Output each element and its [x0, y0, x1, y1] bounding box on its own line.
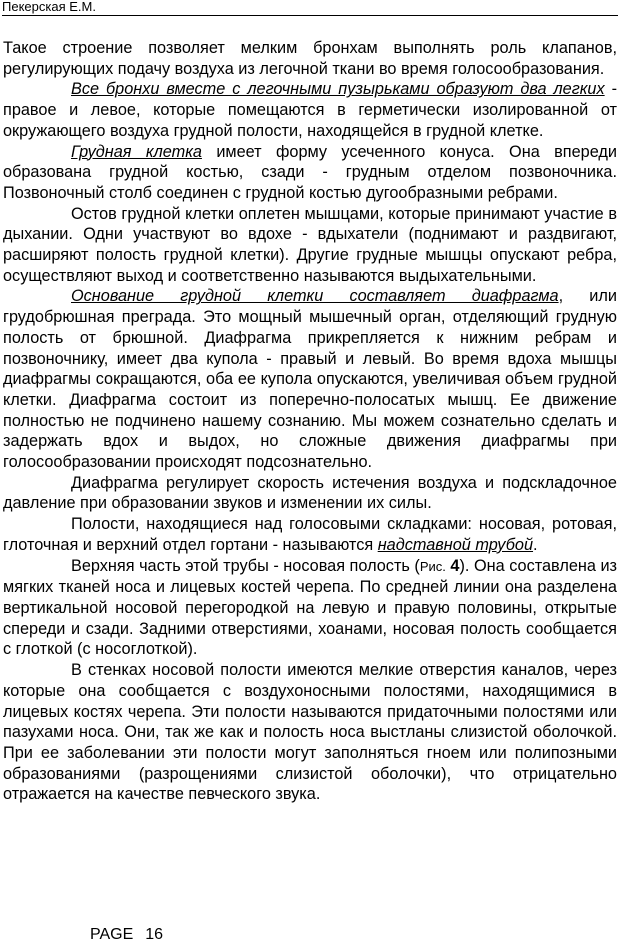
paragraph-5-text: , или грудобрюшная преграда. Это мощный мышечный орган, отделяющий грудную полость от брюшной. Диафрагма прикрепляется к нижним ребрам и позвоночнику, имеет два купола - правый и левый. Во время вдоха мышцы диафрагмы сокращаются, оба ее купола опускаются, увеличивая объем грудной клетки. Диафрагма состоит из поперечно-полосатых мышц. Ее движение полностью не подчинено нашему сознанию. Мы можем сознательно сделать и задержать вдох и выдох, но сложные движения диафрагмы при голосообразовании происходят подсознательно. [3, 287, 617, 472]
paragraph-3 [3, 142, 617, 204]
paragraph-8-rest: ). Она составлена из мягких тканей носа и лицевых костей черепа. По средней линии она разделена вертикальной носовой перегородкой на левую и правую половины, открытые спереди и сзади. Задними отверстиями, хоанами, носовая полость сообщается с глоткой (с носоглоткой). [3, 556, 617, 659]
header-rule [2, 15, 618, 16]
page-footer [90, 926, 163, 944]
paragraph-7-end: . [533, 535, 538, 554]
paragraph-8-text: Верхняя часть этой трубы - носовая полость ( [71, 556, 420, 575]
figure-ref-number: 4 [450, 556, 460, 575]
paragraph-3-text: имеет форму усеченного конуса. Она впереди образована грудной костью, сзади - грудным отделом позвоночника. Позвоночный столб соединен с грудной костью дугообразными ребрами. [3, 142, 617, 202]
running-header-author: Пекерская Е.М. [2, 0, 96, 14]
paragraph-7 [3, 514, 617, 555]
paragraph-5 [3, 286, 617, 472]
body-text [3, 38, 617, 805]
paragraph-2-text: - правое и левое, которые помещаются в герметически изолированной от окружающего воздуха грудной полости, находящейся в грудной клетке. [3, 80, 617, 140]
figure-ref-label: Рис. [419, 558, 446, 574]
footer-page-label: PAGE [90, 926, 134, 943]
paragraph-4: Остов грудной клетки оплетен мышцами, которые принимают участие в дыхании. Одни участвуют во вдохе - вдыхатели (поднимают и раздвигают, расширяют полость грудной клетки). Другие грудные мышцы опускают ребра, осуществляют выход и соответственно называются выдыхательными. [3, 204, 617, 285]
emphasis-lungs: Все бронхи вместе с легочными пузырьками образуют два легких [71, 80, 605, 99]
emphasis-vocal-tract: надставной трубой [377, 535, 534, 554]
paragraph-8 [3, 556, 617, 661]
footer-page-number: 16 [145, 926, 164, 943]
emphasis-diaphragm: Основание грудной клетки составляет диафрагма [71, 287, 559, 306]
paragraph-9: В стенках носовой полости имеются мелкие отверстия каналов, через которые она сообщается с воздухоносными полостями, находящимися в лицевых костях черепа. Эти полости называются придаточными полостями или пазухами носа. Они, так же как и полость носа выстланы слизистой оболочкой. При ее заболевании эти полости могут заполняться гноем или полипозными образованиями (разрощениями слизистой оболочки), что отрицательно отражается на качестве певческого звука. [3, 661, 617, 804]
paragraph-2 [3, 79, 617, 141]
emphasis-chest: Грудная клетка [71, 142, 202, 161]
paragraph-7-text: Полости, находящиеся над голосовыми складками: носовая, ротовая, глоточная и верхний отдел гортани - называются [3, 515, 617, 554]
paragraph-1: Такое строение позволяет мелким бронхам выполнять роль клапанов, регулирующих подачу воздуха из легочной ткани во время голосообразования. [3, 39, 617, 78]
paragraph-6: Диафрагма регулирует скорость истечения воздуха и подскладочное давление при образовании звуков и изменении их силы. [3, 473, 617, 513]
